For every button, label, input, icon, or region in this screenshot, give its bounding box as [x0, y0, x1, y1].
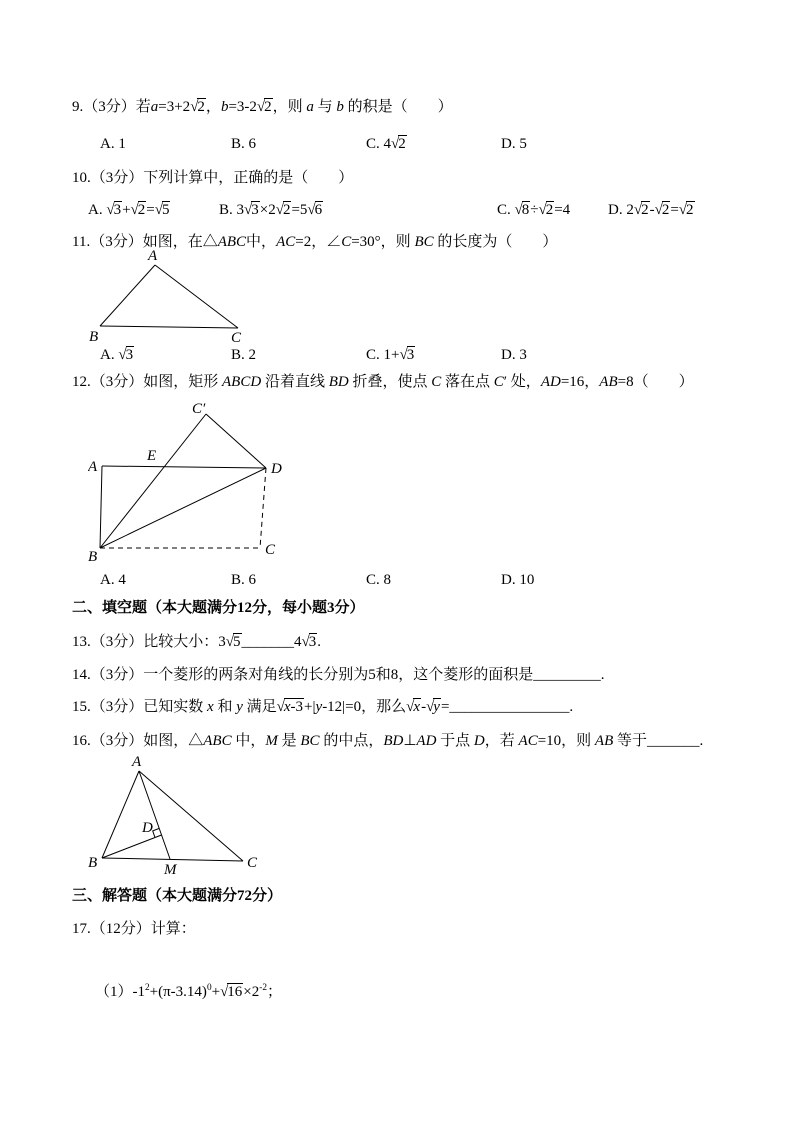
figure-line [100, 265, 155, 326]
question-10-options [0, 200, 793, 222]
figure-line [102, 858, 243, 861]
figure-line [102, 771, 139, 858]
question-10-option-b: B. 3√3×2√2=5√6 [219, 202, 323, 218]
question-11-options [0, 345, 793, 367]
section-3-heading: 三、解答题（本大题满分72分） [72, 888, 283, 904]
question-10-text: 10.（3分）下列计算中，正确的是（ ） [72, 170, 354, 186]
vertex-label-e: E [147, 448, 157, 464]
question-11-option-d: D. 3 [501, 347, 527, 363]
question-11-option-a: A. √3 [100, 347, 134, 363]
figure-line [206, 414, 266, 468]
question-12-figure [88, 402, 293, 564]
figure-line [100, 468, 266, 548]
question-10-option-d: D. 2√2-√2=√2 [608, 202, 694, 218]
question-12-option-d: D. 10 [501, 572, 535, 588]
figure-dashed-line [260, 468, 266, 548]
figure-line [155, 265, 238, 328]
figure-line [100, 326, 238, 328]
question-11-option-c: C. 1+√3 [366, 347, 415, 363]
vertex-label-a: A [148, 248, 158, 264]
figure-line [100, 414, 206, 548]
question-16-text: 16.（3分）如图，△ABC 中，M 是 BC 的中点，BD⊥AD 于点 D，若 AC=10，则 AB 等于_______. [72, 733, 704, 749]
figure-line [102, 466, 266, 468]
vertex-label-c: C [265, 542, 276, 558]
figure-line [100, 466, 102, 548]
question-9-option-c: C. 4√2 [366, 136, 406, 152]
question-12-option-a: A. 4 [100, 572, 126, 588]
question-12-option-c: C. 8 [366, 572, 392, 588]
vertex-label-b: B [88, 549, 98, 564]
question-12-text: 12.（3分）如图，矩形 ABCD 沿着直线 BD 折叠，使点 C 落在点 C′ 处，AD=16，AB=8（ ） [72, 374, 694, 390]
question-11-figure [88, 248, 258, 344]
vertex-label-b: B [89, 329, 99, 344]
vertex-label-d: D [142, 820, 153, 836]
question-13-text: 13.（3分）比较大小：3√5_______4√3. [72, 634, 321, 650]
question-9-option-b: B. 6 [231, 136, 257, 152]
question-15-text: 15.（3分）已知实数 x 和 y 满足√x-3+|y-12|=0，那么√x-√y=________________. [72, 699, 574, 715]
question-10-option-c: C. √8÷√2=4 [497, 202, 571, 218]
question-9-option-a: A. 1 [100, 136, 126, 152]
question-14-text: 14.（3分）一个菱形的两条对角线的长分别为5和8，这个菱形的面积是_________. [72, 667, 605, 683]
vertex-label-c-prime: C′ [192, 402, 206, 417]
vertex-label-c: C [247, 855, 258, 871]
vertex-label-d: D [271, 461, 282, 477]
question-11-option-b: B. 2 [231, 347, 257, 363]
section-2-heading: 二、填空题（本大题满分12分，每小题3分） [72, 600, 365, 616]
question-12-option-b: B. 6 [231, 572, 257, 588]
question-9-option-d: D. 5 [501, 136, 527, 152]
question-16-figure [85, 753, 270, 878]
question-9-options [0, 134, 793, 156]
question-9-text: 9.（3分）若a=3+2√2，b=3-2√2，则 a 与 b 的积是（ ） [72, 99, 453, 115]
question-12-options [0, 570, 793, 592]
question-11-text: 11.（3分）如图，在△ABC中，AC=2，∠C=30°，则 BC 的长度为（ ） [72, 234, 558, 250]
vertex-label-a: A [132, 754, 142, 770]
figure-line [102, 835, 162, 858]
question-17-part-1: $(1)-1^2+(\pi-3.14)^0+√16\times 2^{-2}$； [95, 983, 283, 1000]
vertex-label-m: M [164, 862, 177, 878]
vertex-label-a: A [88, 459, 98, 475]
question-10-option-a: A. √3+√2=√5 [88, 202, 170, 218]
question-17-text: 17.（12分）计算： [72, 921, 196, 937]
vertex-label-c: C [231, 330, 242, 344]
vertex-label-b: B [88, 855, 98, 871]
